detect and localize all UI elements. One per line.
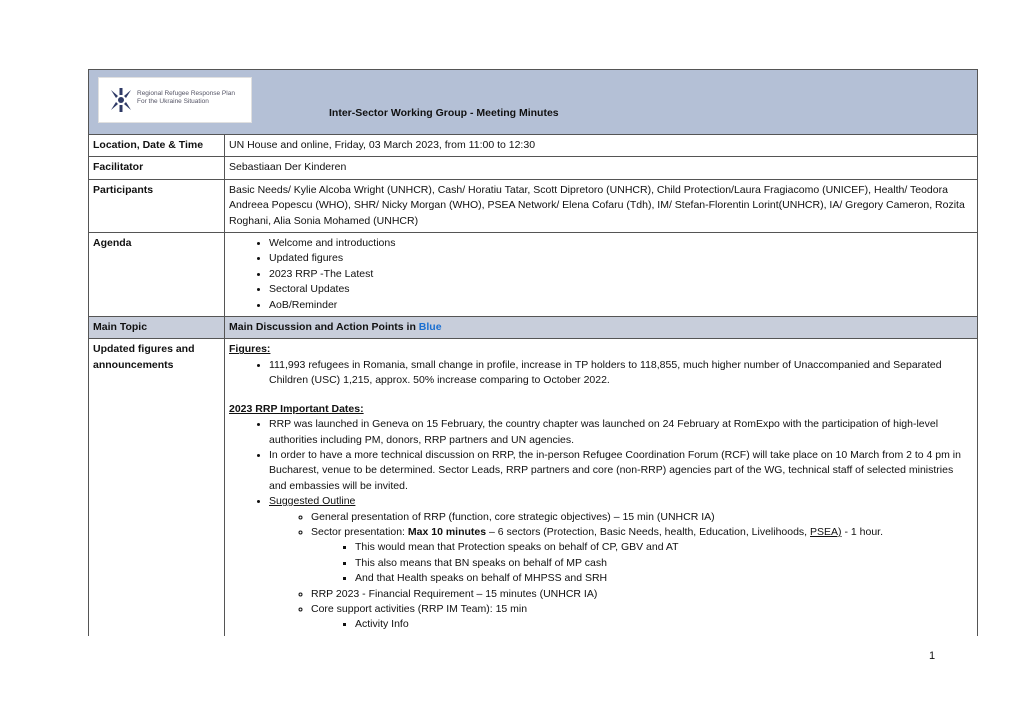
dates-heading: 2023 RRP Important Dates: (229, 402, 364, 415)
dates-item: • In order to have a more technical discussion on RRP, the in-person Refugee Coordination Forum (RCF) will take place on 10 March from 2 to 4 pm in Bucharest, venue to be determined. Sector Leads, RRP partners and core (non-RRP) agencies part of the WG, technical staff of selected ministries and embassies will be invited. (269, 448, 973, 494)
outline-entry: ◦ General presentation of RRP (function, core strategic objectives) – 15 min (UNHCR IA) (311, 510, 973, 525)
location-value: UN House and online, Friday, 03 March 2023, from 11:00 to 12:30 (225, 135, 978, 157)
participants-row (89, 179, 978, 232)
facilitator-row (89, 157, 978, 179)
logo-text-line1: Regional Refugee Response Plan (137, 90, 235, 97)
location-label: Location, Date & Time (89, 135, 225, 157)
outline-2-underlined: PSEA) (810, 525, 842, 538)
outline-2-prefix: Sector presentation: (311, 525, 408, 538)
outline-entry (311, 525, 973, 587)
header-cell (89, 70, 978, 135)
outline-label: Suggested Outline (269, 495, 356, 508)
participants-label: Participants (89, 179, 225, 232)
sector-sublist (311, 540, 973, 586)
logo-text-line2: For the Ukraine Situation (137, 98, 209, 105)
figures-list (229, 358, 973, 389)
outline-item (269, 494, 973, 633)
main-topic-label: Main Topic (89, 317, 225, 339)
facilitator-value: Sebastiaan Der Kinderen (225, 157, 978, 179)
agenda-list (229, 236, 973, 313)
updates-label: Updated figures and announcements (89, 339, 225, 636)
agenda-item: • Welcome and introductions (269, 236, 973, 251)
participants-value: Basic Needs/ Kylie Alcoba Wright (UNHCR), Cash/ Horatiu Tatar, Scott Dipretoro (UNHCR), Child Protection/Laura Fragiacomo (UNICEF), Health/ Teodora Andreea Popescu (WHO), SHR/ Nicky Morgan (WHO), PSEA Network/ Elena Cofaru (Tdh), IM/ Stefan-Florentin Lorint(UNHCR), IA/ Gregory Cameron, Rozita Roghani, Alia Sonia Mohamed (UNHCR) (225, 179, 978, 232)
outline-2-suffix: - 1 hour. (841, 525, 883, 538)
support-subitem: ▪ Activity Info (355, 617, 973, 632)
main-topic-prefix: Main Discussion and Action Points in (229, 321, 419, 334)
agenda-cell (225, 233, 978, 317)
agenda-row (89, 233, 978, 317)
sector-subitem: ▪ This also means that BN speaks on behalf of MP cash (355, 556, 973, 571)
dates-list (229, 417, 973, 633)
outline-entry (311, 602, 973, 633)
logo-text (137, 90, 235, 106)
agenda-item: • Sectoral Updates (269, 282, 973, 297)
agenda-item: • AoB/Reminder (269, 298, 973, 313)
figures-heading: Figures: (229, 343, 271, 356)
rrp-logo (98, 77, 252, 123)
agenda-item: • 2023 RRP -The Latest (269, 267, 973, 282)
agenda-item: • Updated figures (269, 251, 973, 266)
agenda-label: Agenda (89, 233, 225, 317)
outline-4-text: Core support activities (RRP IM Team): 15 min (311, 602, 528, 615)
sector-subitem: ▪ And that Health speaks on behalf of MHPSS and SRH (355, 571, 973, 586)
support-sublist (311, 617, 973, 632)
outline-entry: ◦ RRP 2023 - Financial Requirement – 15 minutes (UNHCR IA) (311, 587, 973, 602)
updates-row (89, 339, 978, 636)
outline-2-bold: Max 10 minutes (407, 525, 487, 538)
outline-2-mid: – 6 sectors (Protection, Basic Needs, health, Education, Livelihoods, (486, 525, 811, 538)
minutes-table (88, 69, 978, 636)
location-row (89, 135, 978, 157)
main-topic-highlight: Blue (418, 321, 442, 334)
dates-item: • RRP was launched in Geneva on 15 February, the country chapter was launched on 24 February at RomExpo with the participation of high-level authorities including PM, donors, RRP partners and UN agencies. (269, 417, 973, 448)
document-title: Inter-Sector Working Group - Meeting Minutes (329, 107, 559, 119)
page-number: 1 (929, 650, 936, 662)
header-row (89, 70, 978, 135)
main-topic-value (225, 317, 978, 339)
outline-list (269, 510, 973, 633)
sector-subitem: ▪ This would mean that Protection speaks on behalf of CP, GBV and AT (355, 540, 973, 555)
facilitator-label: Facilitator (89, 157, 225, 179)
updates-cell (225, 339, 978, 636)
figures-item: • 111,993 refugees in Romania, small change in profile, increase in TP holders to 118,855, much higher number of Unaccompanied and Separated Children (USC) 1,215, approx. 50% increase comparing to October 2022. (269, 358, 973, 389)
main-topic-row (89, 317, 978, 339)
rrp-emblem-icon (108, 87, 134, 113)
